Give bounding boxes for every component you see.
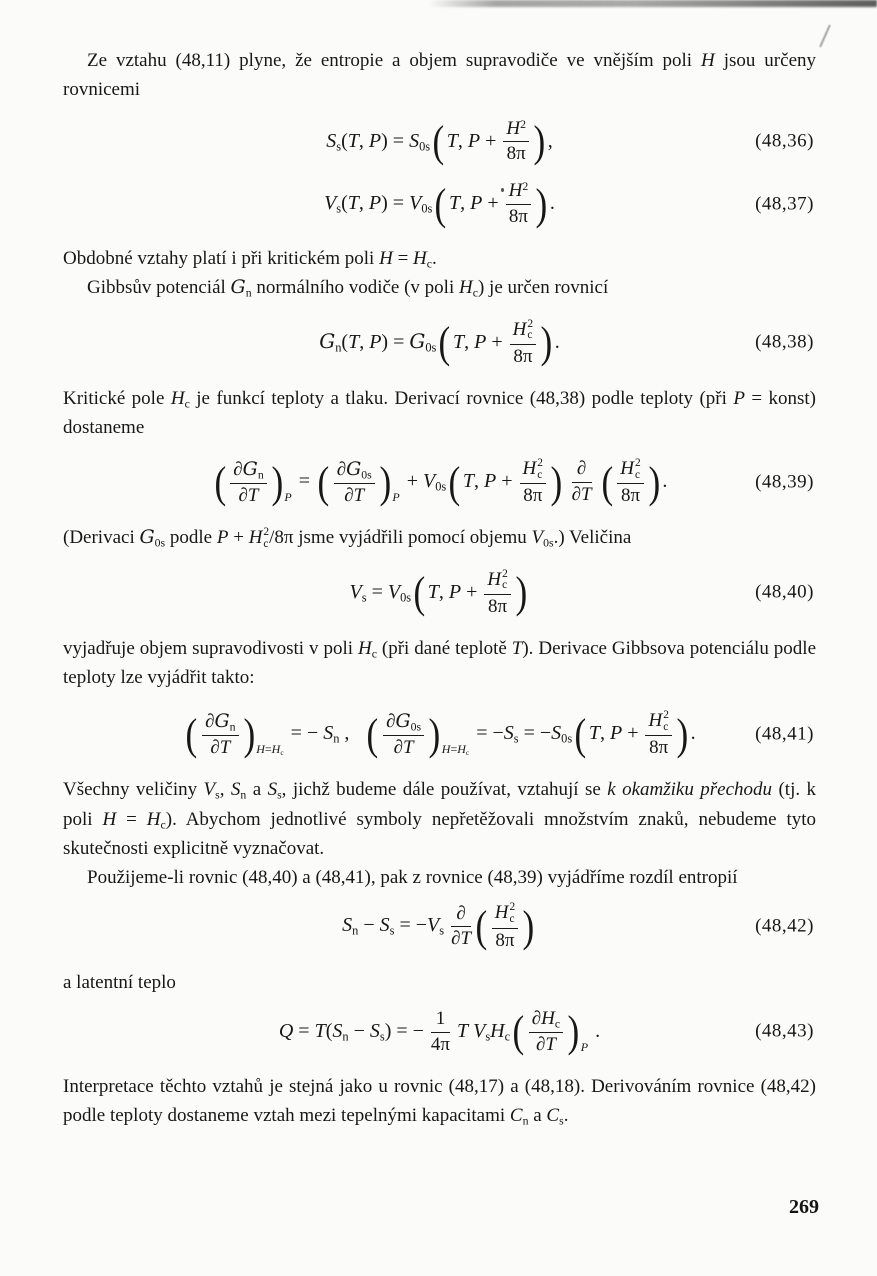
equation-body: ( $\frac{\partial G_n}{\partial T}$ )P = ( $\frac{\partial G_{0s}}{\partial T}$ )$P + V_{0s}$( T, P + H 2 c 8π ) $\frac{\partial}{\partial T}$ ( H 2 c 8π ) . [214, 457, 668, 507]
equation-number: (48,36) [755, 130, 814, 152]
equation-number: (48,43) [755, 1020, 814, 1042]
equation-48-38 [63, 319, 816, 368]
equation-48-40 [63, 569, 816, 618]
paragraph-latentni-teplo: a latentní teplo [63, 971, 176, 993]
paragraph-pouzijeme-li: Použijeme-li rovnic (48,40) a (48,41), pak z rovnice (48,39) vyjádříme rozdíl entropií [87, 867, 738, 889]
page-number: 269 [789, 1196, 819, 1218]
equation-48-37 [63, 181, 816, 228]
paragraph-obdobne-vztahy: Obdobné vztahy platí i při kritickém poli $H = H_c$. [63, 248, 437, 271]
equation-body: $G_n(T$, $P) = G_{0s}$( T, P + H 2 c 8π ) . [319, 317, 560, 368]
equation-number: (48,39) [755, 471, 814, 493]
equation-number: (48,41) [755, 723, 814, 745]
equation-body: $V_s = V_{0s}$( T, P + H 2 c 8π ) [349, 567, 528, 618]
page-content [63, 46, 816, 1130]
equation-48-36 [63, 116, 816, 166]
paragraph-vyjadruje-objem: vyjadřuje objem supravodivosti v poli $H_c$ (při dané teplotě T). Derivace Gibbsova potenciálu podle teploty lze vyjádřit takto: [63, 637, 816, 688]
equation-number: (48,37) [755, 193, 814, 215]
equation-body: ( $\frac{\partial G_n}{\partial T}$ )$H=H_c$ = − $S_n$ , ( $\frac{\partial G_{0s}}{\partial T}$ )$H=H_c = -S_s = -S_{0s}$( T, P + H 2 c 8π ) . [185, 709, 696, 759]
equation-body: $V_s(T$, $P) = V_{0s}$( T, P + $\frac{H^2}{8\pi}$ ) . [324, 179, 555, 229]
paragraph-intro: Ze vztahu (48,11) plyne, že entropie a objem supravodiče ve vnějším poli H jsou určeny rovnicemi [63, 50, 816, 101]
equation-number: (48,42) [755, 915, 814, 937]
equation-number: (48,38) [755, 331, 814, 353]
equation-48-42 [63, 902, 816, 951]
paragraph-gibbsuv-potencial: Gibbsův potenciál $G_n$ normálního vodiče (v poli $H_c$) je určen rovnicí [87, 276, 609, 300]
scan-artifact-top-edge [428, 0, 877, 7]
equation-48-41 [63, 710, 816, 759]
equation-body: $S_n - S_s = -V_s$ $\frac{\partial}{\partial T}$ ( H 2 c 8π ) [342, 901, 535, 952]
equation-48-39 [63, 458, 816, 507]
paragraph-interpretace: Interpretace těchto vztahů je stejná jako u rovnic (48,17) a (48,18). Derivováním rovnice (48,42) podle teploty dostaneme vztah mezi tepelnými kapacitami $C_n$ a $C_s$. [63, 1075, 816, 1128]
scan-artifact-scratch [819, 25, 831, 48]
equation-48-43 [63, 1009, 816, 1056]
paragraph-kriticke-pole: Kritické pole $H_c$ je funkcí teploty a tlaku. Derivací rovnice (48,38) podle teploty (při P = konst) dostaneme [63, 387, 817, 438]
equation-body: $S_s(T$, $P) = S_{0s}$( T, P + $\frac{H^2}{8\pi}$ ) , [326, 116, 553, 166]
paragraph-vsechny-veliciny: Všechny veličiny $V_s$, $S_n$ a $S_s$, jichž budeme dále používat, vztahují se k okamžiku přechodu (tj. k poli $H = H_c$). Abychom jednotlivé symboly nepřetěžovali množstvím znaků, nebudeme tyto skutečnosti explicitně vyznačovat. [63, 779, 817, 859]
equation-body: $Q = T(S_n - S_s)$ = − $\frac{1}{4\pi}$ T $V_sH_c$( $\frac{\partial H_c}{\partial T}$ )P . [278, 1007, 601, 1057]
equation-number: (48,40) [755, 581, 814, 603]
paragraph-derivaci: (Derivaci $G_{0s}$ podle P + H 2 c /8π jsme vyjádřili pomocí objemu $V_{0s}$.) Veličina [63, 526, 632, 550]
